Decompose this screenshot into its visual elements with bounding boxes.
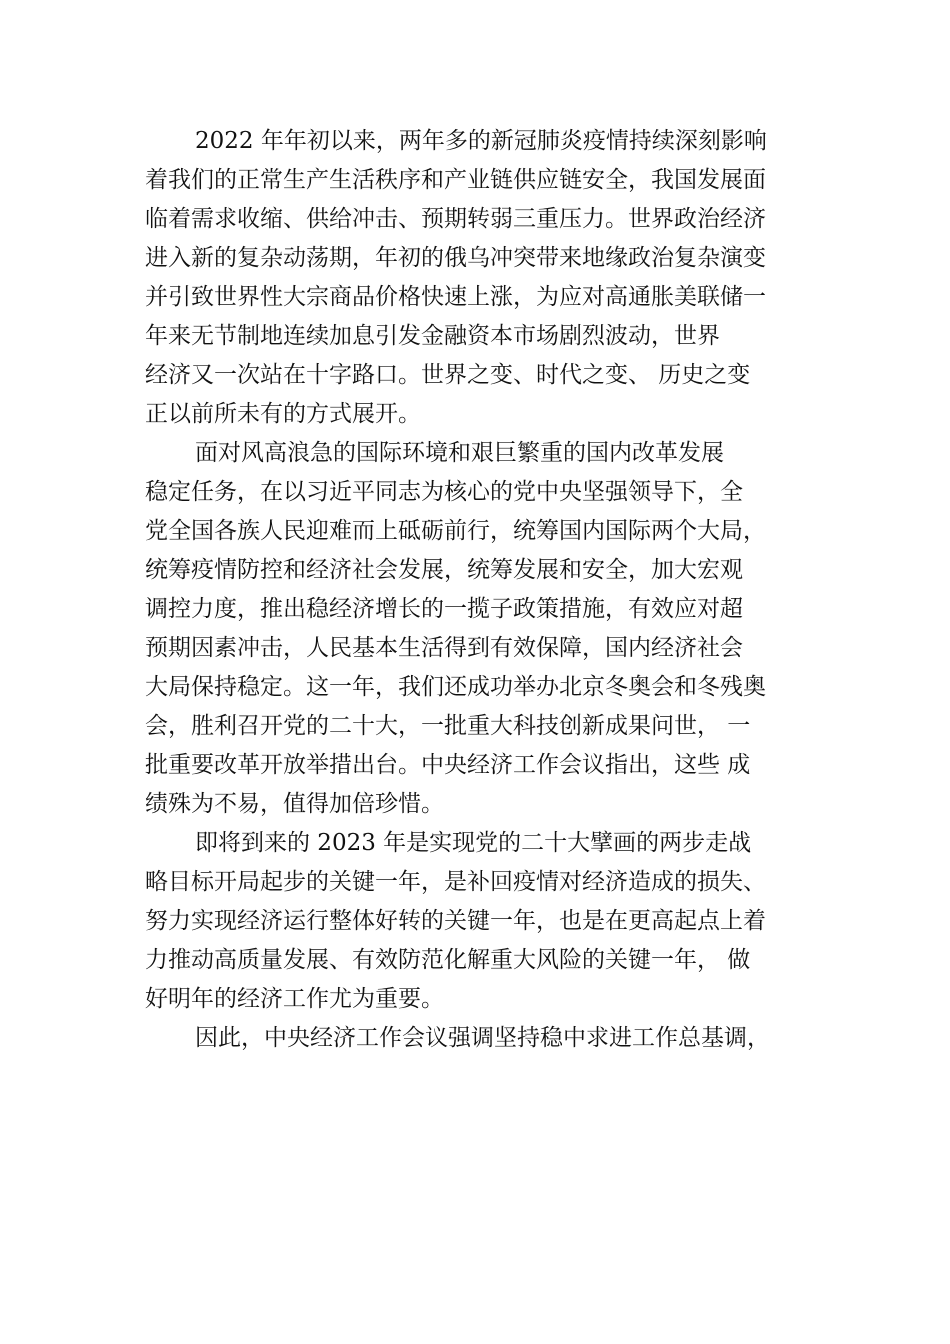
document-body — [145, 122, 835, 1058]
paragraph-2 — [145, 434, 835, 824]
text-line: 面对风高浪急的国际环境和艰巨繁重的国内改革发展 — [195, 440, 724, 466]
text-line: 进入新的复杂动荡期，年初的俄乌冲突带来地缘政治复杂演变 — [145, 245, 766, 271]
text-line: 2022 年年初以来，两年多的新冠肺炎疫情持续深刻影响 — [195, 128, 767, 154]
text-line: 党全国各族人民迎难而上砥砺前行，统筹国内国际两个大局， — [145, 518, 766, 544]
text-line: 着我们的正常生产生活秩序和产业链供应链安全，我国发展面 — [145, 167, 766, 193]
paragraph-4 — [145, 1019, 835, 1058]
text-line: 批重要改革开放举措出台。中央经济工作会议指出，这些 成 — [145, 752, 751, 778]
text-line: 好明年的经济工作尤为重要。 — [145, 986, 444, 1012]
paragraph-1 — [145, 122, 835, 434]
text-line: 并引致世界性大宗商品价格快速上涨，为应对高通胀美联储一 — [145, 284, 766, 310]
text-line: 绩殊为不易，值得加倍珍惜。 — [145, 791, 444, 817]
text-line: 即将到来的 2023 年是实现党的二十大擘画的两步走战 — [195, 830, 752, 856]
text-line: 经济又一次站在十字路口。世界之变、时代之变、 历史之变 — [145, 362, 751, 388]
text-line: 略目标开局起步的关键一年，是补回疫情对经济造成的损失、 — [145, 869, 766, 895]
text-line: 会，胜利召开党的二十大，一批重大科技创新成果问世， 一 — [145, 713, 751, 739]
text-line: 预期因素冲击，人民基本生活得到有效保障，国内经济社会 — [145, 635, 743, 661]
text-line: 统筹疫情防控和经济社会发展，统筹发展和安全，加大宏观 — [145, 557, 743, 583]
text-line: 稳定任务，在以习近平同志为核心的党中央坚强领导下，全 — [145, 479, 743, 505]
text-line: 力推动高质量发展、有效防范化解重大风险的关键一年， 做 — [145, 947, 751, 973]
text-line: 努力实现经济运行整体好转的关键一年，也是在更高起点上着 — [145, 908, 766, 934]
text-line: 临着需求收缩、供给冲击、预期转弱三重压力。世界政治经济 — [145, 206, 766, 232]
text-line: 正以前所未有的方式展开。 — [145, 401, 421, 427]
text-line: 调控力度，推出稳经济增长的一揽子政策措施，有效应对超 — [145, 596, 743, 622]
paragraph-3 — [145, 824, 835, 1019]
text-line: 因此，中央经济工作会议强调坚持稳中求进工作总基调， — [195, 1025, 770, 1051]
text-line: 年来无节制地连续加息引发金融资本市场剧烈波动，世界 — [145, 323, 720, 349]
text-line: 大局保持稳定。这一年，我们还成功举办北京冬奥会和冬残奥 — [145, 674, 766, 700]
